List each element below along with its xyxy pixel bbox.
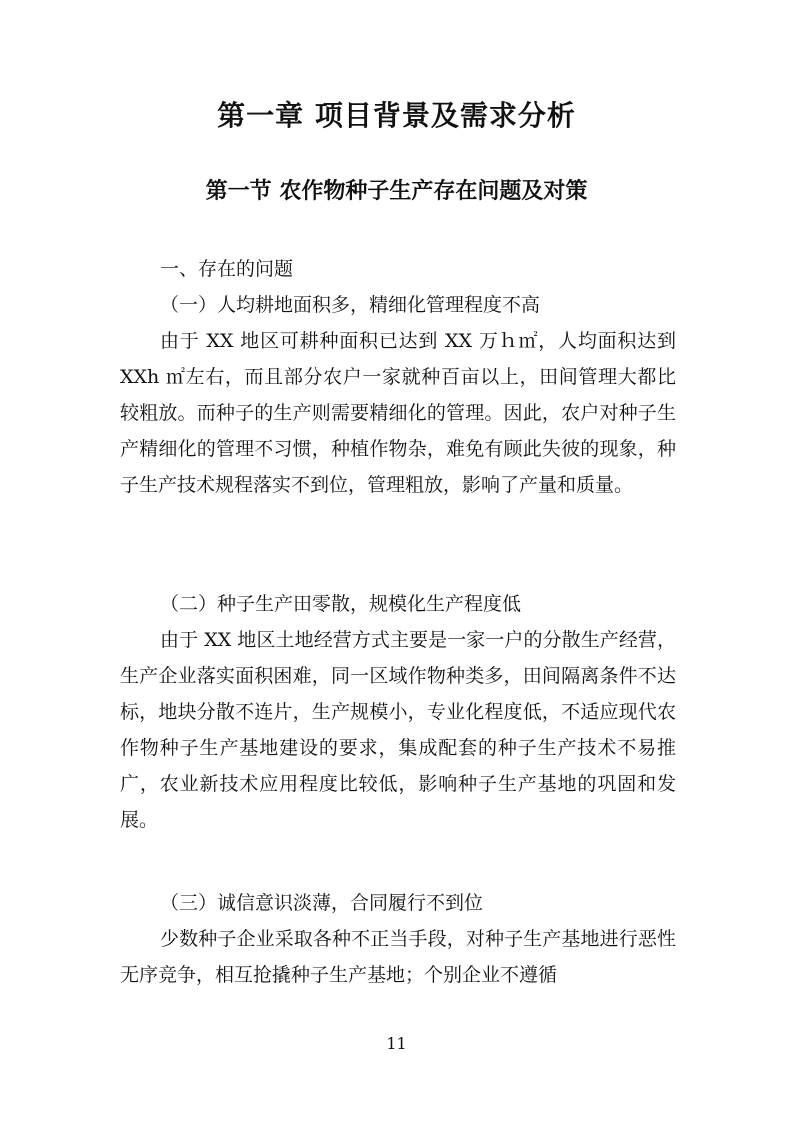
paragraph-three: 少数种子企业采取各种不正当手段，对种子生产基地进行恶性无序竞争，相互抢撬种子生产基地；个别企业不遵循 bbox=[120, 928, 676, 986]
section-title: 第一节 农作物种子生产存在问题及对策 bbox=[205, 178, 588, 204]
chapter-title: 第一章 项目背景及需求分析 bbox=[217, 99, 576, 132]
subheading-three: （三）诚信意识淡薄，合同履行不到位 bbox=[160, 892, 484, 914]
paragraph-two: 由于 XX 地区土地经营方式主要是一家一户的分散生产经营，生产企业落实面积困难，同一区域作物种类多，田间隔离条件不达标，地块分散不连片，生产规模小，专业化程度低，不适应现代农作物种子生产基地建设的要求，集成配套的种子生产技术不易推广，农业新技术应用程度比较低，影响种子生产基地的巩固和发展。 bbox=[120, 629, 676, 831]
paragraph-one: 由于 XX 地区可耕种面积已达到 XX 万ｈ㎡，人均面积达到 XXh ㎡左右，而且部分农户一家就种百亩以上，田间管理大都比较粗放。而种子的生产则需要精细化的管理。因此，农户对种子生产精细化的管理不习惯，种植作物杂，难免有顾此失彼的现象，种子生产技术规程落实不到位，管理粗放，影响了产量和质量。 bbox=[120, 330, 676, 496]
subheading-one: （一）人均耕地面积多，精细化管理程度不高 bbox=[160, 294, 541, 316]
page-number: 11 bbox=[386, 1034, 407, 1053]
subheading-two: （二）种子生产田零散，规模化生产程度低 bbox=[160, 593, 522, 615]
heading-existing-problems: 一、存在的问题 bbox=[160, 258, 294, 280]
